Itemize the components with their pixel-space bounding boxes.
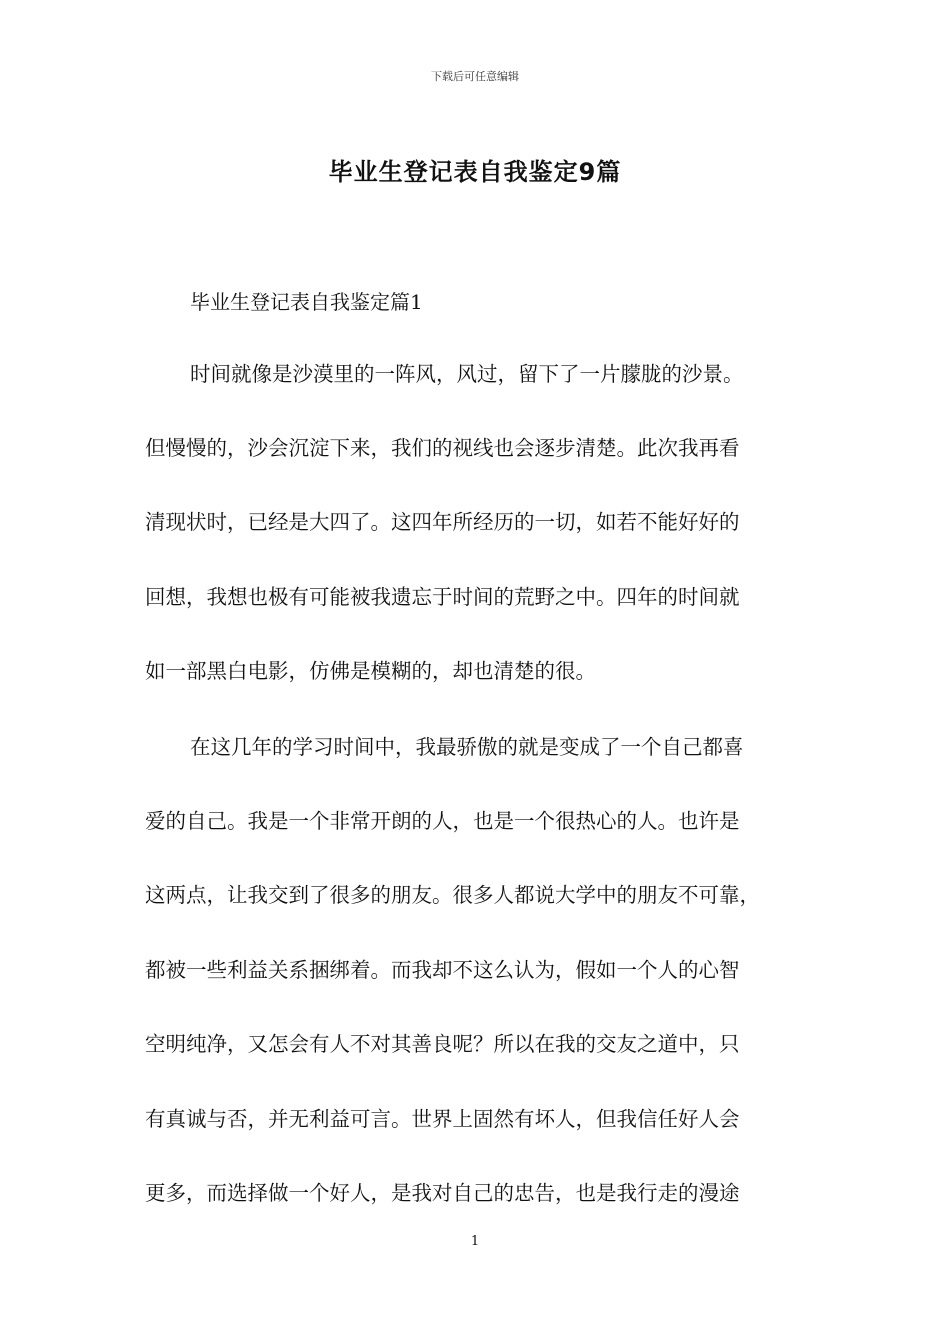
header-note: 下载后可任意编辑 (431, 70, 519, 83)
document-title: 毕业生登记表自我鉴定9篇 (328, 158, 622, 186)
paragraph-line: 回想，我想也极有可能被我遗忘于时间的荒野之中。四年的时间就 (145, 585, 740, 609)
paragraph-line: 但慢慢的，沙会沉淀下来，我们的视线也会逐步清楚。此次我再看 (145, 436, 740, 460)
paragraph-line: 如一部黑白电影，仿佛是模糊的，却也清楚的很。 (145, 659, 596, 683)
paragraph-line: 空明纯净，又怎会有人不对其善良呢？所以在我的交友之道中，只 (145, 1032, 740, 1056)
paragraph-line: 有真诚与否，并无利益可言。世界上固然有坏人，但我信任好人会 (145, 1107, 740, 1131)
paragraph-line: 清现状时，已经是大四了。这四年所经历的一切，如若不能好好的 (145, 510, 740, 534)
paragraph-line: 这两点，让我交到了很多的朋友。很多人都说大学中的朋友不可靠， (145, 883, 760, 907)
paragraph-line: 都被一些利益关系捆绑着。而我却不这么认为，假如一个人的心智 (145, 958, 740, 982)
paragraph-line: 在这几年的学习时间中，我最骄傲的就是变成了一个自己都喜 (190, 735, 744, 759)
paragraph-line: 更多，而选择做一个好人，是我对自己的忠告，也是我行走的漫途 (145, 1181, 740, 1205)
page-number: 1 (470, 1234, 480, 1249)
section-heading: 毕业生登记表自我鉴定篇1 (190, 290, 423, 314)
paragraph-line: 时间就像是沙漠里的一阵风，风过，留下了一片朦胧的沙景。 (190, 362, 744, 386)
paragraph-line: 爱的自己。我是一个非常开朗的人，也是一个很热心的人。也许是 (145, 809, 740, 833)
